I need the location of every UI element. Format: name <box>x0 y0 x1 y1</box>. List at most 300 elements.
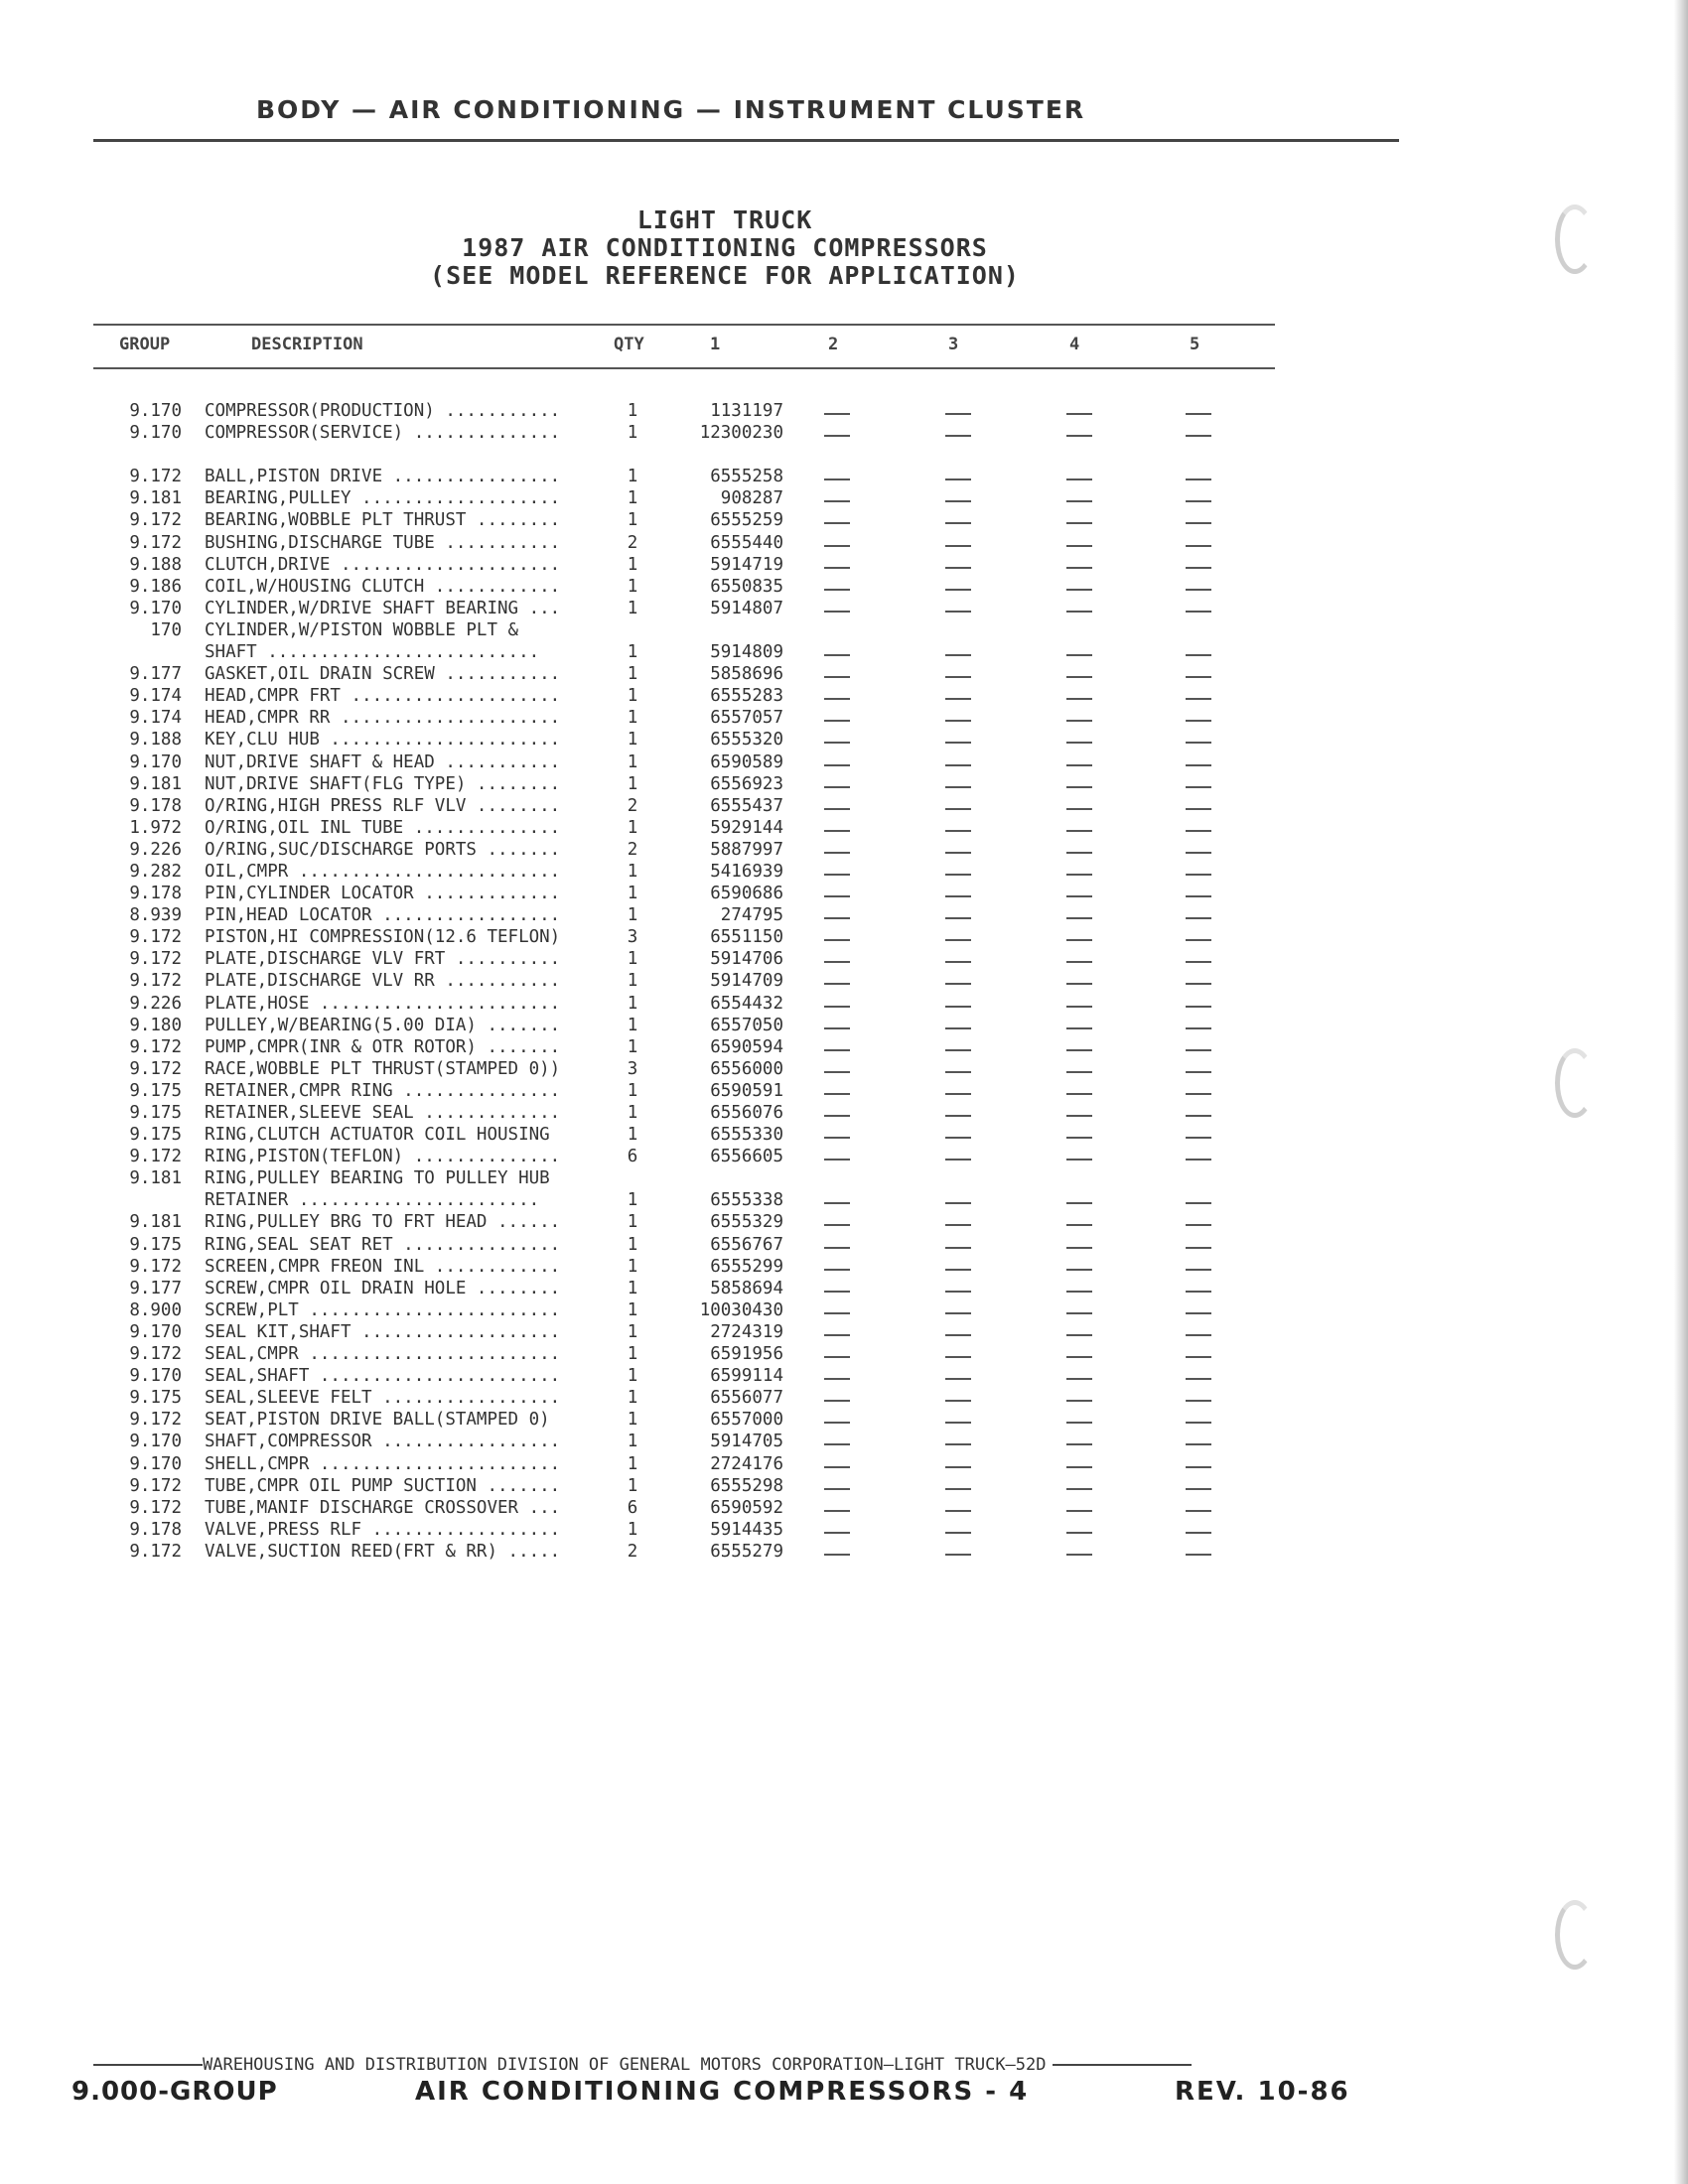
group-cell: 9.172 <box>129 1036 182 1057</box>
description-cell: HEAD,CMPR FRT .................... <box>205 686 561 707</box>
part-number-cell: 5914706 <box>710 949 783 970</box>
catalog-title-block <box>298 206 1152 290</box>
group-cell: 9.172 <box>129 1344 182 1365</box>
description-cell: RING,CLUTCH ACTUATOR COIL HOUSING <box>205 1125 550 1146</box>
description-cell: SCREW,PLT ........................ <box>205 1299 561 1320</box>
description-cell: BEARING,PULLEY ................... <box>205 488 561 509</box>
table-row <box>93 1212 1275 1234</box>
description-cell: PIN,CYLINDER LOCATOR ............. <box>205 884 561 904</box>
not-applicable-dash-col-4 <box>1066 698 1092 700</box>
group-cell: 9.177 <box>129 664 182 685</box>
group-cell: 9.226 <box>129 993 182 1014</box>
not-applicable-dash-col-2 <box>824 939 850 941</box>
not-applicable-dash-col-5 <box>1186 654 1211 656</box>
not-applicable-dash-col-2 <box>824 500 850 502</box>
not-applicable-dash-col-3 <box>945 435 971 437</box>
not-applicable-dash-col-4 <box>1066 654 1092 656</box>
qty-cell: 2 <box>627 1541 638 1562</box>
qty-cell: 1 <box>627 686 638 707</box>
not-applicable-dash-col-5 <box>1186 567 1211 569</box>
part-number-cell: 6555330 <box>710 1125 783 1146</box>
not-applicable-dash-col-4 <box>1066 1443 1092 1445</box>
qty-cell: 1 <box>627 1256 638 1277</box>
qty-cell: 1 <box>627 949 638 970</box>
not-applicable-dash-col-5 <box>1186 764 1211 766</box>
table-row <box>93 1147 1275 1168</box>
description-cell: CYLINDER,W/DRIVE SHAFT BEARING ... <box>205 598 561 618</box>
not-applicable-dash-col-4 <box>1066 983 1092 985</box>
table-row <box>93 730 1275 751</box>
not-applicable-dash-col-3 <box>945 1488 971 1490</box>
table-row <box>93 1257 1275 1279</box>
not-applicable-dash-col-5 <box>1186 983 1211 985</box>
part-number-cell: 5858696 <box>710 664 783 685</box>
not-applicable-dash-col-2 <box>824 1400 850 1402</box>
column-header-description: DESCRIPTION <box>251 335 363 354</box>
not-applicable-dash-col-3 <box>945 895 971 897</box>
table-row <box>93 905 1275 927</box>
part-number-cell: 908287 <box>720 488 783 509</box>
not-applicable-dash-col-3 <box>945 1510 971 1512</box>
table-row <box>93 1190 1275 1212</box>
not-applicable-dash-col-2 <box>824 1247 850 1249</box>
description-cell: PIN,HEAD LOCATOR ................. <box>205 905 561 926</box>
table-row <box>93 1235 1275 1257</box>
qty-cell: 1 <box>627 1344 638 1365</box>
table-row <box>93 488 1275 510</box>
description-cell: BALL,PISTON DRIVE ................ <box>205 467 561 487</box>
not-applicable-dash-col-5 <box>1186 413 1211 415</box>
not-applicable-dash-col-3 <box>945 720 971 722</box>
not-applicable-dash-col-2 <box>824 589 850 591</box>
qty-cell: 1 <box>627 773 638 794</box>
description-cell: VALVE,SUCTION REED(FRT & RR) ..... <box>205 1541 561 1562</box>
group-cell: 9.170 <box>129 1321 182 1342</box>
description-cell: COIL,W/HOUSING CLUTCH ............ <box>205 576 561 597</box>
group-cell: 9.181 <box>129 773 182 794</box>
part-number-cell: 6555259 <box>710 510 783 531</box>
qty-cell: 1 <box>627 1015 638 1035</box>
qty-cell: 2 <box>627 839 638 860</box>
not-applicable-dash-col-4 <box>1066 1093 1092 1095</box>
table-row <box>93 1410 1275 1432</box>
table-row <box>93 862 1275 884</box>
group-cell: 9.172 <box>129 1497 182 1518</box>
not-applicable-dash-col-5 <box>1186 917 1211 919</box>
not-applicable-dash-col-4 <box>1066 1554 1092 1556</box>
table-row <box>93 620 1275 642</box>
not-applicable-dash-col-2 <box>824 1291 850 1293</box>
table-row <box>93 708 1275 730</box>
table-row <box>93 1542 1275 1564</box>
parts-table-body <box>93 401 1275 1564</box>
not-applicable-dash-col-5 <box>1186 895 1211 897</box>
binder-hole <box>1555 1900 1595 1970</box>
group-cell: 9.226 <box>129 839 182 860</box>
not-applicable-dash-col-3 <box>945 742 971 744</box>
qty-cell: 1 <box>627 861 638 882</box>
not-applicable-dash-col-5 <box>1186 1269 1211 1271</box>
not-applicable-dash-col-3 <box>945 1093 971 1095</box>
qty-cell: 3 <box>627 1058 638 1079</box>
table-row <box>93 1037 1275 1059</box>
table-row <box>93 752 1275 774</box>
part-number-cell: 6555320 <box>710 730 783 751</box>
not-applicable-dash-col-2 <box>824 874 850 876</box>
not-applicable-dash-col-5 <box>1186 830 1211 832</box>
not-applicable-dash-col-2 <box>824 1554 850 1556</box>
qty-cell: 1 <box>627 1125 638 1146</box>
not-applicable-dash-col-4 <box>1066 589 1092 591</box>
qty-cell: 1 <box>627 1519 638 1540</box>
qty-cell: 1 <box>627 642 638 663</box>
description-cell: SHELL,CMPR ....................... <box>205 1453 561 1474</box>
not-applicable-dash-col-3 <box>945 478 971 480</box>
not-applicable-dash-col-4 <box>1066 478 1092 480</box>
group-cell: 9.178 <box>129 795 182 816</box>
not-applicable-dash-col-5 <box>1186 1093 1211 1095</box>
group-cell: 9.172 <box>129 927 182 948</box>
not-applicable-dash-col-4 <box>1066 1071 1092 1073</box>
footer-division-line <box>93 2055 1394 2075</box>
not-applicable-dash-col-4 <box>1066 1488 1092 1490</box>
group-cell: 9.172 <box>129 1256 182 1277</box>
not-applicable-dash-col-5 <box>1186 808 1211 810</box>
description-cell: BUSHING,DISCHARGE TUBE ........... <box>205 532 561 553</box>
qty-cell: 1 <box>627 1299 638 1320</box>
part-number-cell: 5858694 <box>710 1278 783 1298</box>
not-applicable-dash-col-2 <box>824 1093 850 1095</box>
description-cell: TUBE,MANIF DISCHARGE CROSSOVER ... <box>205 1497 561 1518</box>
not-applicable-dash-col-3 <box>945 611 971 613</box>
part-number-cell: 5887997 <box>710 839 783 860</box>
part-number-cell: 6555338 <box>710 1190 783 1211</box>
group-cell: 9.170 <box>129 401 182 421</box>
column-header-group: GROUP <box>119 335 171 354</box>
not-applicable-dash-col-5 <box>1186 611 1211 613</box>
qty-cell: 1 <box>627 1190 638 1211</box>
table-row <box>93 796 1275 818</box>
not-applicable-dash-col-4 <box>1066 1291 1092 1293</box>
group-cell: 9.172 <box>129 1475 182 1496</box>
part-number-cell: 6590592 <box>710 1497 783 1518</box>
not-applicable-dash-col-2 <box>824 830 850 832</box>
not-applicable-dash-col-3 <box>945 1554 971 1556</box>
part-number-cell: 5914709 <box>710 971 783 992</box>
group-cell: 9.186 <box>129 576 182 597</box>
description-cell: RETAINER ....................... <box>205 1190 540 1211</box>
qty-cell: 6 <box>627 1497 638 1518</box>
not-applicable-dash-col-2 <box>824 720 850 722</box>
not-applicable-dash-col-5 <box>1186 1443 1211 1445</box>
not-applicable-dash-col-4 <box>1066 1006 1092 1008</box>
not-applicable-dash-col-3 <box>945 1312 971 1314</box>
not-applicable-dash-col-5 <box>1186 676 1211 678</box>
qty-cell: 1 <box>627 817 638 838</box>
not-applicable-dash-col-5 <box>1186 786 1211 788</box>
description-cell: SEAL,CMPR ........................ <box>205 1344 561 1365</box>
not-applicable-dash-col-5 <box>1186 478 1211 480</box>
not-applicable-dash-col-5 <box>1186 1202 1211 1204</box>
qty-cell: 1 <box>627 510 638 531</box>
group-cell: 9.170 <box>129 751 182 772</box>
group-cell: 9.188 <box>129 730 182 751</box>
footer-group-number: 9.000-GROUP <box>71 2077 278 2107</box>
not-applicable-dash-col-2 <box>824 1510 850 1512</box>
not-applicable-dash-col-3 <box>945 589 971 591</box>
part-number-cell: 6557000 <box>710 1410 783 1431</box>
not-applicable-dash-col-5 <box>1186 1027 1211 1029</box>
section-header: BODY — AIR CONDITIONING — INSTRUMENT CLUSTER <box>256 95 1086 124</box>
group-cell: 9.181 <box>129 1212 182 1233</box>
not-applicable-dash-col-2 <box>824 1532 850 1534</box>
description-cell: GASKET,OIL DRAIN SCREW ........... <box>205 664 561 685</box>
part-number-cell: 5416939 <box>710 861 783 882</box>
not-applicable-dash-col-3 <box>945 567 971 569</box>
not-applicable-dash-col-5 <box>1186 522 1211 524</box>
not-applicable-dash-col-4 <box>1066 939 1092 941</box>
qty-cell: 1 <box>627 664 638 685</box>
table-row <box>93 423 1275 445</box>
table-row <box>93 1279 1275 1300</box>
not-applicable-dash-col-5 <box>1186 1488 1211 1490</box>
not-applicable-dash-col-3 <box>945 545 971 547</box>
not-applicable-dash-col-3 <box>945 808 971 810</box>
part-number-cell: 6590594 <box>710 1036 783 1057</box>
qty-cell: 1 <box>627 554 638 575</box>
table-row <box>93 774 1275 796</box>
table-row <box>93 445 1275 467</box>
description-cell: PLATE,DISCHARGE VLV FRT .......... <box>205 949 561 970</box>
table-row <box>93 1103 1275 1125</box>
table-row <box>93 401 1275 423</box>
not-applicable-dash-col-4 <box>1066 676 1092 678</box>
column-header-3: 3 <box>948 335 959 354</box>
description-cell: RETAINER,CMPR RING ............... <box>205 1080 561 1101</box>
not-applicable-dash-col-4 <box>1066 1422 1092 1424</box>
not-applicable-dash-col-3 <box>945 1159 971 1160</box>
qty-cell: 1 <box>627 1410 638 1431</box>
table-top-rule <box>93 324 1275 326</box>
part-number-cell: 6555329 <box>710 1212 783 1233</box>
part-number-cell: 6557050 <box>710 1015 783 1035</box>
group-cell: 9.188 <box>129 554 182 575</box>
part-number-cell: 6556923 <box>710 773 783 794</box>
not-applicable-dash-col-3 <box>945 1334 971 1336</box>
column-header-qty: QTY <box>614 335 644 354</box>
not-applicable-dash-col-5 <box>1186 1006 1211 1008</box>
description-cell: PUMP,CMPR(INR & OTR ROTOR) ....... <box>205 1036 561 1057</box>
not-applicable-dash-col-3 <box>945 676 971 678</box>
group-cell: 170 <box>150 619 182 640</box>
not-applicable-dash-col-4 <box>1066 435 1092 437</box>
qty-cell: 1 <box>627 1453 638 1474</box>
not-applicable-dash-col-2 <box>824 413 850 415</box>
not-applicable-dash-col-2 <box>824 1269 850 1271</box>
description-cell: BEARING,WOBBLE PLT THRUST ........ <box>205 510 561 531</box>
table-row <box>93 884 1275 905</box>
qty-cell: 2 <box>627 532 638 553</box>
qty-cell: 1 <box>627 1366 638 1387</box>
part-number-cell: 5914809 <box>710 642 783 663</box>
not-applicable-dash-col-3 <box>945 698 971 700</box>
not-applicable-dash-col-5 <box>1186 1510 1211 1512</box>
not-applicable-dash-col-3 <box>945 1269 971 1271</box>
not-applicable-dash-col-3 <box>945 1291 971 1293</box>
qty-cell: 1 <box>627 884 638 904</box>
part-number-cell: 5914705 <box>710 1432 783 1452</box>
not-applicable-dash-col-4 <box>1066 522 1092 524</box>
not-applicable-dash-col-4 <box>1066 1356 1092 1358</box>
group-cell: 9.282 <box>129 861 182 882</box>
part-number-cell: 6555437 <box>710 795 783 816</box>
group-cell: 9.170 <box>129 598 182 618</box>
not-applicable-dash-col-2 <box>824 654 850 656</box>
not-applicable-dash-col-4 <box>1066 1115 1092 1117</box>
qty-cell: 1 <box>627 1321 638 1342</box>
group-cell: 9.181 <box>129 488 182 509</box>
group-cell: 9.177 <box>129 1278 182 1298</box>
qty-cell: 1 <box>627 1278 638 1298</box>
table-row <box>93 994 1275 1016</box>
table-row <box>93 1498 1275 1520</box>
qty-cell: 1 <box>627 598 638 618</box>
not-applicable-dash-col-4 <box>1066 895 1092 897</box>
not-applicable-dash-col-3 <box>945 413 971 415</box>
not-applicable-dash-col-3 <box>945 1137 971 1139</box>
table-row <box>93 664 1275 686</box>
not-applicable-dash-col-4 <box>1066 611 1092 613</box>
column-header-1: 1 <box>710 335 721 354</box>
not-applicable-dash-col-4 <box>1066 500 1092 502</box>
group-cell: 9.175 <box>129 1125 182 1146</box>
not-applicable-dash-col-5 <box>1186 1247 1211 1249</box>
table-row <box>93 927 1275 949</box>
group-cell: 9.172 <box>129 1410 182 1431</box>
not-applicable-dash-col-3 <box>945 917 971 919</box>
not-applicable-dash-col-4 <box>1066 1466 1092 1468</box>
not-applicable-dash-col-3 <box>945 852 971 854</box>
qty-cell: 1 <box>627 730 638 751</box>
footer-division-text: WAREHOUSING AND DISTRIBUTION DIVISION OF GENERAL MOTORS CORPORATION—LIGHT TRUCK—52D <box>203 2055 1047 2075</box>
group-cell: 9.175 <box>129 1388 182 1409</box>
not-applicable-dash-col-5 <box>1186 1422 1211 1424</box>
not-applicable-dash-col-4 <box>1066 961 1092 963</box>
description-cell: COMPRESSOR(SERVICE) .............. <box>205 423 561 444</box>
not-applicable-dash-col-5 <box>1186 1049 1211 1051</box>
not-applicable-dash-col-2 <box>824 808 850 810</box>
description-cell: NUT,DRIVE SHAFT & HEAD ........... <box>205 751 561 772</box>
not-applicable-dash-col-4 <box>1066 1049 1092 1051</box>
group-cell: 9.170 <box>129 1432 182 1452</box>
table-row <box>93 1081 1275 1103</box>
part-number-cell: 5914435 <box>710 1519 783 1540</box>
not-applicable-dash-col-4 <box>1066 742 1092 744</box>
group-cell: 9.178 <box>129 1519 182 1540</box>
description-cell: HEAD,CMPR RR ..................... <box>205 708 561 729</box>
table-row <box>93 1016 1275 1037</box>
part-number-cell: 274795 <box>720 905 783 926</box>
table-header-rule <box>93 367 1275 369</box>
not-applicable-dash-col-5 <box>1186 874 1211 876</box>
group-cell: 9.174 <box>129 686 182 707</box>
description-cell: SEAL KIT,SHAFT ................... <box>205 1321 561 1342</box>
part-number-cell: 6599114 <box>710 1366 783 1387</box>
group-cell: 9.172 <box>129 510 182 531</box>
not-applicable-dash-col-2 <box>824 1006 850 1008</box>
not-applicable-dash-col-5 <box>1186 698 1211 700</box>
table-row <box>93 840 1275 862</box>
not-applicable-dash-col-3 <box>945 1422 971 1424</box>
table-row <box>93 1059 1275 1081</box>
qty-cell: 1 <box>627 576 638 597</box>
not-applicable-dash-col-5 <box>1186 1159 1211 1160</box>
description-cell: NUT,DRIVE SHAFT(FLG TYPE) ........ <box>205 773 561 794</box>
not-applicable-dash-col-2 <box>824 435 850 437</box>
not-applicable-dash-col-5 <box>1186 1137 1211 1139</box>
not-applicable-dash-col-4 <box>1066 874 1092 876</box>
not-applicable-dash-col-4 <box>1066 808 1092 810</box>
description-cell: PISTON,HI COMPRESSION(12.6 TEFLON) <box>205 927 561 948</box>
not-applicable-dash-col-3 <box>945 1115 971 1117</box>
part-number-cell: 6590591 <box>710 1080 783 1101</box>
not-applicable-dash-col-4 <box>1066 1137 1092 1139</box>
not-applicable-dash-col-2 <box>824 1027 850 1029</box>
not-applicable-dash-col-5 <box>1186 720 1211 722</box>
not-applicable-dash-col-2 <box>824 1443 850 1445</box>
part-number-cell: 6555258 <box>710 467 783 487</box>
description-cell: O/RING,SUC/DISCHARGE PORTS ....... <box>205 839 561 860</box>
not-applicable-dash-col-2 <box>824 1202 850 1204</box>
group-cell: 8.900 <box>129 1299 182 1320</box>
not-applicable-dash-col-5 <box>1186 939 1211 941</box>
not-applicable-dash-col-2 <box>824 961 850 963</box>
not-applicable-dash-col-3 <box>945 939 971 941</box>
qty-cell: 1 <box>627 708 638 729</box>
not-applicable-dash-col-4 <box>1066 1224 1092 1226</box>
group-cell: 9.172 <box>129 949 182 970</box>
qty-cell: 6 <box>627 1147 638 1167</box>
not-applicable-dash-col-2 <box>824 1159 850 1160</box>
not-applicable-dash-col-5 <box>1186 1400 1211 1402</box>
not-applicable-dash-col-2 <box>824 545 850 547</box>
footer-revision: REV. 10-86 <box>1175 2077 1350 2107</box>
not-applicable-dash-col-2 <box>824 478 850 480</box>
table-row <box>93 510 1275 532</box>
column-header-5: 5 <box>1190 335 1200 354</box>
not-applicable-dash-col-2 <box>824 1488 850 1490</box>
description-cell: SHAFT,COMPRESSOR ................. <box>205 1432 561 1452</box>
qty-cell: 1 <box>627 1103 638 1123</box>
qty-cell: 1 <box>627 488 638 509</box>
description-cell: SEAL,SHAFT ....................... <box>205 1366 561 1387</box>
qty-cell: 1 <box>627 1212 638 1233</box>
not-applicable-dash-col-2 <box>824 852 850 854</box>
description-cell: SCREEN,CMPR FREON INL ............ <box>205 1256 561 1277</box>
description-cell: CLUTCH,DRIVE ..................... <box>205 554 561 575</box>
qty-cell: 1 <box>627 905 638 926</box>
not-applicable-dash-col-3 <box>945 654 971 656</box>
not-applicable-dash-col-5 <box>1186 852 1211 854</box>
table-row <box>93 1344 1275 1366</box>
not-applicable-dash-col-5 <box>1186 1312 1211 1314</box>
description-cell: SCREW,CMPR OIL DRAIN HOLE ........ <box>205 1278 561 1298</box>
qty-cell: 1 <box>627 1475 638 1496</box>
not-applicable-dash-col-5 <box>1186 1356 1211 1358</box>
binder-hole <box>1555 205 1595 274</box>
part-number-cell: 6556077 <box>710 1388 783 1409</box>
not-applicable-dash-col-5 <box>1186 435 1211 437</box>
